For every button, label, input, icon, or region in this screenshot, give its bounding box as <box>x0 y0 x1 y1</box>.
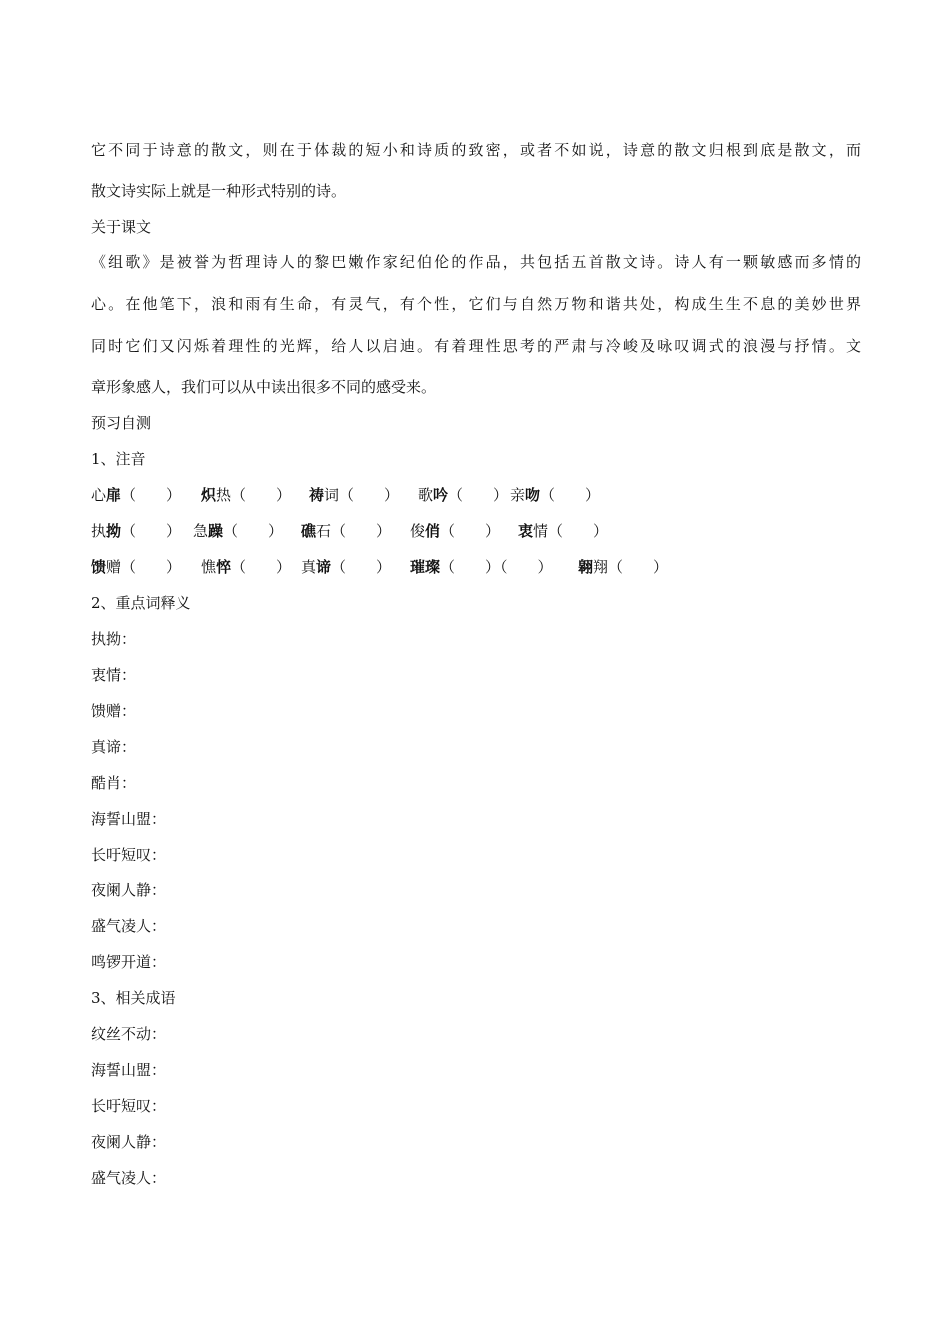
keyword-item: 执拗： <box>91 630 137 648</box>
keyword-item: 衷情： <box>91 666 137 684</box>
about-line-1: 《组歌》是被誉为哲理诗人的黎巴嫩作家纪伯伦的作品，共包括五首散文诗。诗人有一颗敏感而多情的 <box>91 253 861 271</box>
about-line-3: 同时它们又闪烁着理性的光辉，给人以启迪。有着理性思考的严肃与冷峻及咏叹调式的浪漫与抒情。文 <box>91 337 861 355</box>
word-part: 词 <box>324 486 340 504</box>
target-character: 扉 <box>106 486 122 504</box>
answer-blank: （ ） <box>231 558 292 576</box>
word-part: 情 <box>533 522 549 540</box>
idiom-item: 长吁短叹： <box>91 1097 167 1115</box>
word-part: 心 <box>91 486 107 504</box>
word-part: 翔 <box>593 558 609 576</box>
pinyin-item <box>91 485 181 505</box>
answer-blank: （ ） <box>223 522 284 540</box>
answer-blank: （ ） <box>121 558 182 576</box>
word-part: 真 <box>301 558 317 576</box>
intro-line-1: 它不同于诗意的散文，则在于体裁的短小和诗质的致密，或者不如说，诗意的散文归根到底是散文，而 <box>91 141 861 159</box>
answer-blank: （ ） <box>548 522 609 540</box>
idiom-item: 盛气凌人： <box>91 1169 167 1187</box>
idioms-heading: 3、相关成语 <box>91 989 176 1007</box>
about-line-4: 章形象感人，我们可以从中读出很多不同的感受来。 <box>91 378 437 396</box>
keyword-item: 夜阑人静： <box>91 881 167 899</box>
pinyin-item <box>91 521 181 541</box>
idiom-item: 夜阑人静： <box>91 1133 167 1151</box>
word-part: 憔 <box>201 558 217 576</box>
intro-line-2: 散文诗实际上就是一种形式特别的诗。 <box>91 182 347 200</box>
target-character: 衷 <box>518 522 534 540</box>
word-part: 急 <box>193 522 209 540</box>
answer-blank: （ ） <box>339 486 400 504</box>
answer-blank: （ ）（ ） <box>440 558 553 576</box>
about-line-2: 心。在他笔下，浪和雨有生命，有灵气，有个性，它们与自然万物和谐共处，构成生生不息的美妙世界 <box>91 295 861 313</box>
pinyin-item <box>201 485 291 505</box>
target-character: 炽 <box>201 486 217 504</box>
preview-heading: 预习自测 <box>91 414 152 432</box>
answer-blank: （ ） <box>540 486 601 504</box>
target-character: 俏 <box>425 522 441 540</box>
word-part: 热 <box>216 486 232 504</box>
target-character: 礁 <box>301 522 317 540</box>
keyword-item: 海誓山盟： <box>91 810 167 828</box>
target-character: 璀璨 <box>410 558 441 576</box>
target-character: 谛 <box>316 558 332 576</box>
keyword-item: 盛气凌人： <box>91 917 167 935</box>
answer-blank: （ ） <box>331 522 392 540</box>
target-character: 馈 <box>91 558 107 576</box>
idiom-item: 纹丝不动： <box>91 1025 167 1043</box>
target-character: 拗 <box>106 522 122 540</box>
answer-blank: （ ） <box>440 522 501 540</box>
target-character: 悴 <box>216 558 232 576</box>
keyword-item: 酷肖： <box>91 774 137 792</box>
pinyin-item <box>418 485 508 505</box>
pinyin-item <box>518 521 608 541</box>
pinyin-item <box>193 521 283 541</box>
word-part: 歌 <box>418 486 434 504</box>
word-part: 俊 <box>410 522 426 540</box>
word-part: 赠 <box>106 558 122 576</box>
idiom-item: 海誓山盟： <box>91 1061 167 1079</box>
target-character: 祷 <box>309 486 325 504</box>
target-character: 吻 <box>525 486 541 504</box>
about-heading: 关于课文 <box>91 218 152 236</box>
keyword-item: 鸣锣开道： <box>91 953 167 971</box>
answer-blank: （ ） <box>121 522 182 540</box>
pinyin-item <box>578 557 668 577</box>
answer-blank: （ ） <box>608 558 669 576</box>
keyword-item: 真谛： <box>91 738 137 756</box>
pinyin-item <box>410 521 500 541</box>
pinyin-item <box>309 485 399 505</box>
target-character: 翱 <box>578 558 594 576</box>
pinyin-item <box>410 557 553 577</box>
word-part: 石 <box>316 522 332 540</box>
answer-blank: （ ） <box>231 486 292 504</box>
target-character: 吟 <box>433 486 449 504</box>
answer-blank: （ ） <box>121 486 182 504</box>
pinyin-item <box>510 485 600 505</box>
pinyin-item <box>91 557 181 577</box>
pinyin-heading: 1、注音 <box>91 450 146 468</box>
answer-blank: （ ） <box>331 558 392 576</box>
word-part: 执 <box>91 522 107 540</box>
pinyin-item <box>201 557 291 577</box>
word-part: 亲 <box>510 486 526 504</box>
pinyin-item <box>301 521 391 541</box>
pinyin-item <box>301 557 391 577</box>
keywords-heading: 2、重点词释义 <box>91 594 191 612</box>
keyword-item: 馈赠： <box>91 702 137 720</box>
target-character: 躁 <box>208 522 224 540</box>
answer-blank: （ ） <box>448 486 509 504</box>
keyword-item: 长吁短叹： <box>91 846 167 864</box>
